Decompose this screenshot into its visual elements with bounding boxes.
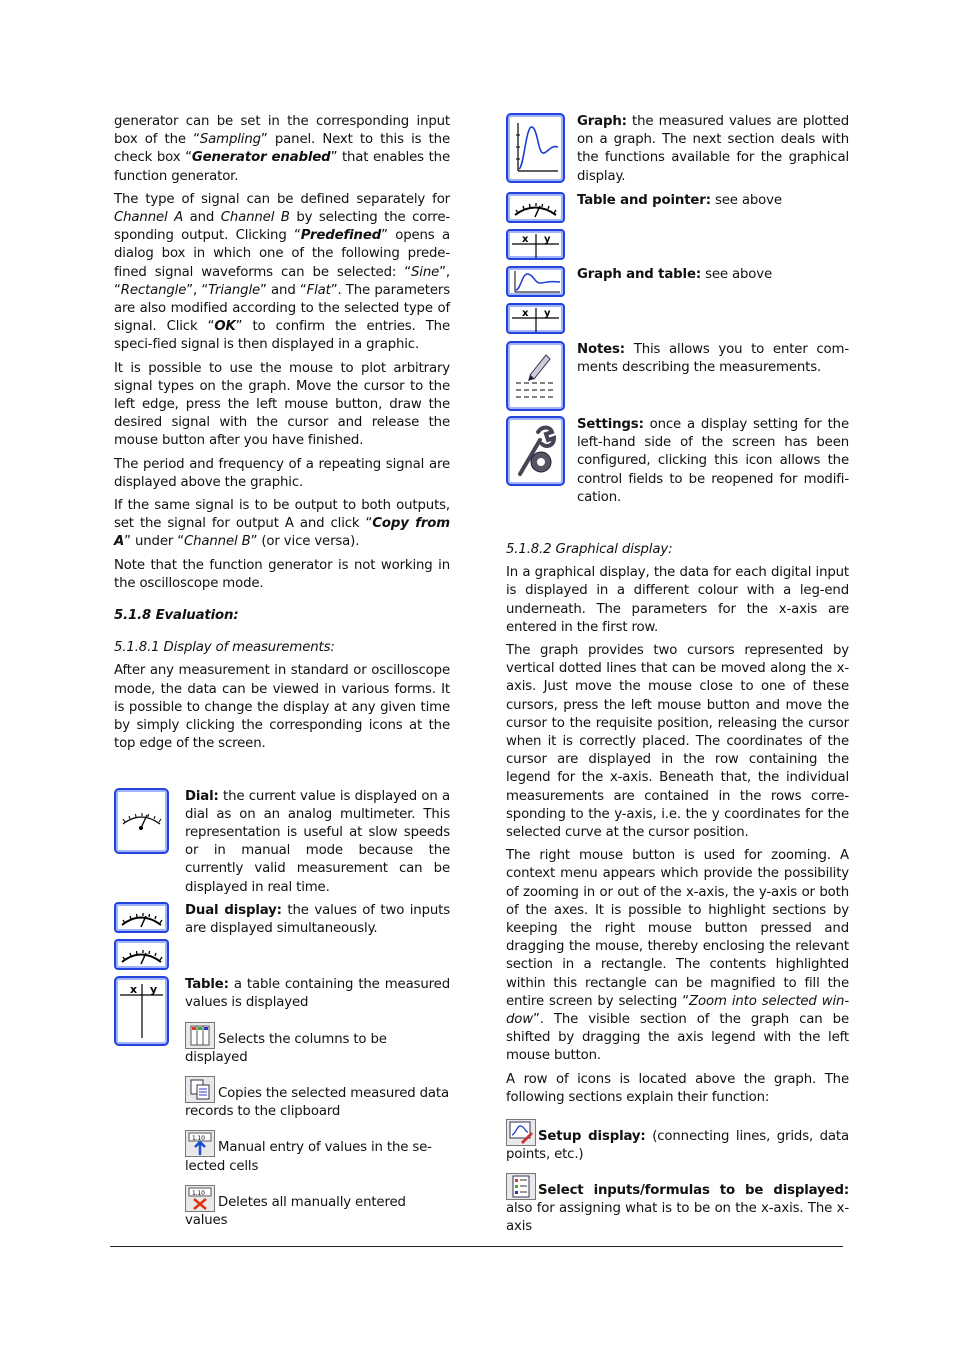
subitem-delete: 1.10 Deletes all manually entered values	[185, 1185, 450, 1230]
subitem-manual: 1.10 Manual entry of values in the se-lected cells	[185, 1130, 450, 1175]
dial-icon[interactable]	[114, 788, 169, 854]
entry-table-pointer: x y Table and pointer: see above	[506, 192, 849, 266]
svg-text:y: y	[544, 234, 551, 245]
entry-table: x y Table: a table containing the measured values is displayed	[114, 976, 450, 1016]
select-inputs-icon[interactable]	[506, 1173, 536, 1200]
paragraph-copy: If the same signal is to be output to both outputs, set the signal for output A and click “Copy from A” under “Channel B” (or vice versa).	[114, 498, 450, 550]
dual-dial-icon[interactable]	[114, 902, 169, 970]
item-select-inputs: Select inputs/formulas to be displayed: also for assigning what is to be on the x-axis. The x-axis	[506, 1173, 849, 1237]
paragraph-mouse-plot: It is possible to use the mouse to plot arbitrary signal types on the graph. Move the cursor to the left edge, press the left mouse button, draw the desired signal with the cursor and release the mouse button after you have finished.	[114, 360, 450, 449]
paragraph-note: Note that the function generator is not working in the oscilloscope mode.	[114, 557, 450, 591]
notes-title: Notes:	[577, 342, 625, 357]
manual-entry-icon[interactable]	[185, 1130, 215, 1157]
paragraph-zoom: The right mouse button is used for zooming. A context menu appears which provide the possibility of zooming in or out of the x-axis, the y-axis or both of the axes. It is possible to highlight sections by keeping the right mouse button pressed and dragging the mouse, thereby enclosing the relevant section in a rectangle. The contents highlighted within this rectangle can be magnified to fill the entire screen by selecting “Zoom into selected win-dow”. The visible section of the graph can be shifted by dragging the axis legend with the left mouse button.	[506, 848, 849, 1064]
heading-evaluation: 5.1.8 Evaluation:	[114, 608, 239, 624]
columns-icon[interactable]	[185, 1022, 215, 1049]
paragraph-display-forms: After any measurement in standard or oscilloscope mode, the data can be viewed in various forms. It is possible to change the display at any given time by simply clicking the corresponding icons at the top edge of the screen.	[114, 663, 450, 752]
select-inputs-title: Select inputs/formulas to be displayed:	[538, 1182, 849, 1198]
left-column	[114, 113, 450, 1239]
paragraph-period: The period and frequency of a repeating signal are displayed above the graphic.	[114, 456, 450, 490]
delete-entry-icon[interactable]	[185, 1185, 215, 1212]
copy-icon[interactable]	[185, 1076, 215, 1103]
entry-graph: Graph: the measured values are plotted on a graph. The next section deals with the functions available for the graphical display.	[506, 113, 849, 192]
graph-title: Graph:	[577, 114, 627, 129]
heading-display-measurements: 5.1.8.1 Display of measurements:	[114, 640, 335, 656]
table-icon[interactable]	[114, 976, 169, 1046]
settings-title: Settings:	[577, 417, 644, 432]
paragraph-signal-type: The type of signal can be defined separately for Channel A and Channel B by selecting the corre-sponding output. Clicking “Predefined” opens a dialog box in which one of the following prede-fined signal waveforms can be selected: “Sine”, “Rectangle”, “Triangle” and “Flat”. The parameters are also modified according to the selected type of signal. Click “OK” to confirm the entries. The speci-fied signal is then displayed in a graphic.	[114, 191, 450, 353]
right-column	[506, 113, 849, 1241]
subitem-copy: Copies the selected measured data records to the clipboard	[185, 1076, 450, 1121]
svg-text:1.10: 1.10	[192, 1189, 205, 1197]
svg-text:x: x	[522, 308, 529, 319]
svg-text:y: y	[150, 982, 158, 996]
table-pointer-title: Table and pointer:	[577, 193, 711, 208]
svg-text:1.10: 1.10	[192, 1135, 205, 1143]
graph-table-icon[interactable]	[506, 266, 565, 334]
paragraph-graphical-intro: In a graphical display, the data for each digital input is displayed in a different colour with a leg-end underneath. The parameters for the x-axis are entered in the first row.	[506, 565, 849, 635]
graph-icon[interactable]	[506, 113, 565, 183]
svg-text:x: x	[130, 982, 137, 996]
heading-graphical-display: 5.1.8.2 Graphical display:	[506, 542, 673, 557]
wrench-gear-icon[interactable]	[506, 416, 565, 486]
paragraph-icon-row: A row of icons is located above the graph. The following sections explain their function:	[506, 1071, 849, 1105]
paragraph-generator: generator can be set in the corresponding input box of the “Sampling” panel. Next to this is the check box “Generator enabled” that enables the function generator.	[114, 114, 450, 184]
svg-text:x: x	[522, 234, 529, 245]
dial-title: Dial:	[185, 788, 219, 804]
dual-display-title: Dual display:	[185, 902, 282, 918]
paragraph-cursors: The graph provides two cursors represented by vertical dotted lines that can be moved along the x-axis. Just move the mouse close to one of these cursors, press the left mouse button and move the cursor to the requisite position, releasing the cursor when it is correctly placed. The coordinates of the cursor are displayed in the row containing the legend for the x-axis. Beneath that, the individual measurements are contained in the rows corre-sponding to the y-axis, i.e. the y coordinates for the selected curve at the cursor position.	[506, 643, 849, 841]
entry-dual-display: Dual display: the values of two inputs are displayed simultaneously.	[114, 902, 450, 976]
footer-rule	[110, 1246, 843, 1247]
table-pointer-icon[interactable]	[506, 192, 565, 260]
entry-graph-table: x y Graph and table: see above	[506, 266, 849, 341]
setup-display-title: Setup display:	[538, 1129, 646, 1145]
svg-text:y: y	[544, 308, 551, 319]
entry-settings: Settings: once a display setting for the left-hand side of the screen has been configured, clicking this icon allows the control fields to be reopened for modifi-cation.	[506, 416, 849, 508]
entry-notes: Notes: This allows you to enter com-ments describing the measurements.	[506, 341, 849, 416]
entry-dial: Dial: the current value is displayed on a dial as on an analog multimeter. This representation is useful at slow speeds or in manual mode because the currently valid measurement can be displayed in real time.	[114, 788, 450, 902]
table-title: Table:	[185, 976, 229, 992]
subitem-columns: Selects the columns to be displayed	[185, 1022, 450, 1067]
notes-icon[interactable]	[506, 341, 565, 411]
setup-display-icon[interactable]	[506, 1119, 536, 1146]
graph-table-title: Graph and table:	[577, 267, 701, 282]
item-setup-display: Setup display: (connecting lines, grids, data points, etc.)	[506, 1119, 849, 1164]
